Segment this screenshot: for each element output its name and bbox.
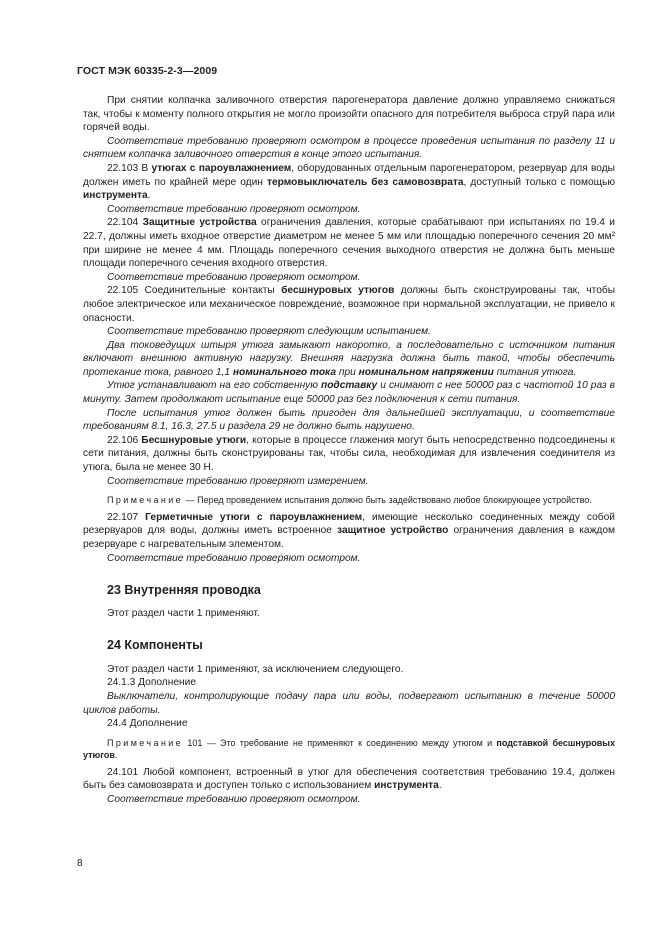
document-body — [83, 94, 615, 807]
clause-22-104: 22.104 Защитные устройства ограничения давления, которые срабатывают при испытаниях по 19.4 и 22.7, должны иметь входное отверстие диаметром не менее 5 мм или площадью поперечного сечения 20 мм² при ширине не менее 4 мм. Площадь поперечного сечения выходного отверстия не должна быть меньше площади поперечного сечения входного отверстия. — [83, 217, 615, 270]
clause-22-107: 22.107 Герметичные утюги с пароувлажнением, имеющие несколько соединенных между собой резервуаров для воды, должны иметь встроенное защитное устройство ограничения давления в каждом резервуаре с нагревательным элементом. — [83, 511, 615, 550]
clause-24-101: 24.101 Любой компонент, встроенный в утюг для обеспечения соответствия требованию 19.4, должен быть без самовозврата и доступен только с использованием инструмента. — [83, 766, 615, 792]
compliance-check: Соответствие требованию проверяют следующим испытанием. — [107, 326, 431, 338]
page-number: 8 — [77, 858, 83, 869]
compliance-check: Соответствие требованию проверяют осмотром. — [107, 203, 361, 215]
note: Примечание — Перед проведением испытания должно быть задействовано любое блокирующее устройство. — [107, 495, 592, 506]
section-24-heading: 24 Компоненты — [107, 638, 203, 653]
section-23-heading: 23 Внутренняя проводка — [107, 583, 261, 598]
section-24-intro: Этот раздел части 1 применяют, за исключением следующего. — [107, 663, 404, 675]
test-procedure: Два токоведущих штыря утюга замыкают накоротко, а последовательно с источником питания включают внешнюю активную нагрузку. Внешняя нагрузка должна быть такой, чтобы обеспечить протекание тока, равного 1,1 номинального тока при номинальном напряжении питания утюга. — [83, 339, 615, 378]
note-101: Примечание 101 — Это требование не применяют к соединению между утюгом и подставкой бесшнуровых утюгов. — [83, 737, 615, 761]
clause-24-4: 24.4 Дополнение — [107, 718, 188, 730]
standard-header: ГОСТ МЭК 60335-2-3—2009 — [77, 65, 218, 77]
test-result: После испытания утюг должен быть пригоден для дальнейшей эксплуатации, и соответствие требованиям 8.1, 16.3, 27.5 и раздела 29 не должно быть нарушено. — [83, 407, 615, 433]
compliance-check: Соответствие требованию проверяют осмотром в процессе проведения испытания по разделу 11 и снятием колпачка заливочного отверстия в конце этого испытания. — [83, 135, 615, 161]
compliance-check: Соответствие требованию проверяют осмотром. — [107, 794, 361, 806]
clause-22-103: 22.103 В утюгах с пароувлажнением, оборудованных отдельным парогенератором, резервуар для воды должен иметь по крайней мере один термовыключатель без самовозврата, доступный только с помощью инструмента. — [83, 162, 615, 202]
compliance-check: Соответствие требованию проверяют измерением. — [107, 475, 369, 487]
clause-22-106: 22.106 Бесшнуровые утюги, которые в процессе глажения могут быть непосредственно подсоединены к сети питания, должны быть сконструированы так, чтобы сила, необходимая для извлечения соединителя из утюга, была не менее 30 Н. — [83, 434, 615, 474]
paragraph: При снятии колпачка заливочного отверстия парогенератора давление должно управляемо снижаться так, чтобы к моменту полного открытия не могло произойти опасного для потребителя выброса струй пара или горячей воды. — [83, 95, 615, 134]
section-23-text: Этот раздел части 1 применяют. — [107, 607, 260, 619]
clause-22-105: 22.105 Соединительные контакты бесшнуровых утюгов должны быть сконструированы так, чтобы любое электрическое или механическое повреждение, возможное при нормальной эксплуатации, не привело к опасности. — [83, 285, 616, 324]
test-procedure: Утюг устанавливают на его собственную подставку и снимают с нее 50000 раз с частотой 10 раз в минуту. Затем продолжают испытание еще 50000 раз без подключения к сети питания. — [83, 380, 616, 406]
clause-24-1-3: 24.1.3 Дополнение — [107, 677, 197, 689]
clause-24-1-3-text: Выключатели, контролирующие подачу пара или воды, подвергают испытанию в течение 50000 циклов работы. — [83, 691, 615, 716]
compliance-check: Соответствие требованию проверяют осмотром. — [107, 271, 361, 283]
compliance-check: Соответствие требованию проверяют осмотром. — [107, 552, 361, 564]
